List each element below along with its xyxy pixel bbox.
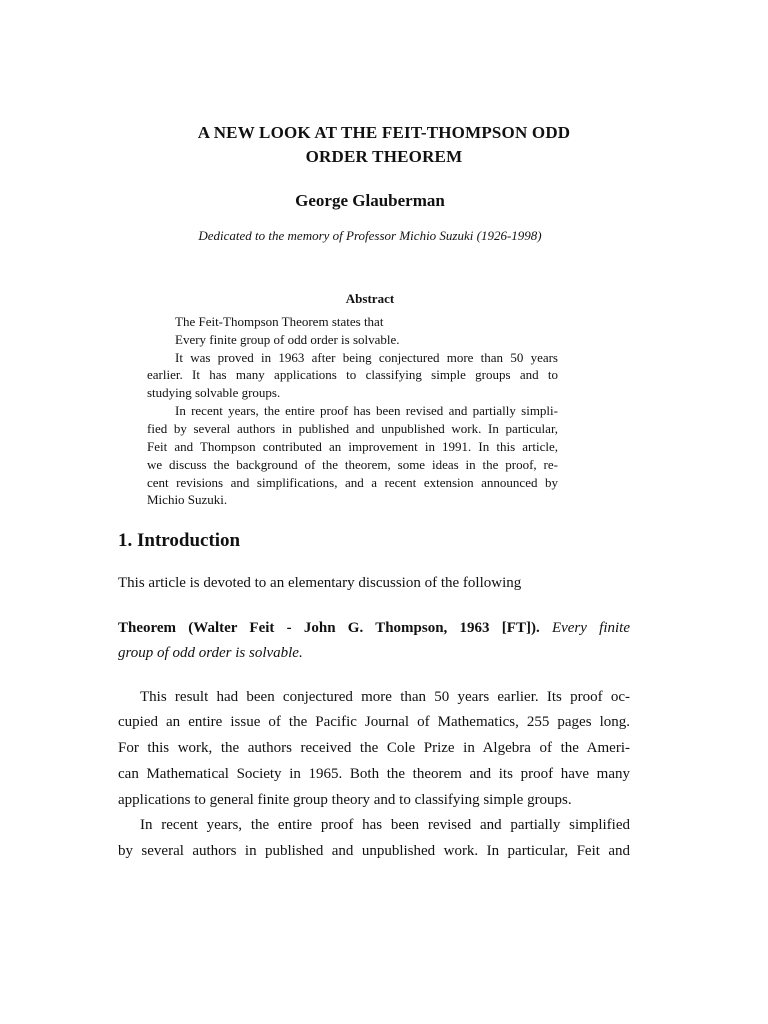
body-line: For this work, the authors received the Cole Prize in Algebra of the Ameri- [118,740,630,756]
theorem-line-1 [118,618,630,638]
paper-title-line-1: A NEW LOOK AT THE FEIT-THOMPSON ODD [197,123,571,142]
abstract-line: Michio Suzuki. [147,492,228,507]
body-line: cupied an entire issue of the Pacific Journal of Mathematics, 255 pages long. [118,714,630,730]
abstract-line: cent revisions and simplifications, and a recent extension announced by [147,475,558,490]
abstract-line: In recent years, the entire proof has been revised and partially simpli- [175,403,558,418]
abstract-line: Feit and Thompson contributed an improvement in 1991. In this article, [147,439,558,454]
theorem-statement-continued: group of odd order is solvable. [118,645,303,661]
body-line: can Mathematical Society in 1965. Both the theorem and its proof have many [118,766,630,782]
dedication: Dedicated to the memory of Professor Michio Suzuki (1926-1998) [198,228,542,243]
body-line: This result had been conjectured more than 50 years earlier. Its proof oc- [140,689,630,705]
theorem-statement: Every finite [551,620,630,636]
body-line: by several authors in published and unpublished work. In particular, Feit and [118,843,630,859]
section-heading: 1. Introduction [118,530,241,551]
body-line: In recent years, the entire proof has been revised and partially simplified [140,817,630,833]
abstract-line: earlier. It has many applications to classifying simple groups and to [147,367,558,382]
abstract-line: fied by several authors in published and unpublished work. In particular, [147,421,558,436]
intro-sentence: This article is devoted to an elementary discussion of the following [118,575,522,591]
abstract-line: Every finite group of odd order is solvable. [175,332,400,347]
author-name: George Glauberman [295,191,445,210]
abstract-line: studying solvable groups. [147,385,281,400]
abstract-heading: Abstract [345,291,395,306]
body-line: applications to general finite group theory and to classifying simple groups. [118,792,572,808]
paper-title-line-2: ORDER THEOREM [305,147,463,166]
abstract-line: The Feit-Thompson Theorem states that [175,314,384,329]
theorem-label: Theorem (Walter Feit - John G. Thompson, 1963 [FT]). [118,620,540,636]
abstract-line: we discuss the background of the theorem, some ideas in the proof, re- [147,457,558,472]
abstract-line: It was proved in 1963 after being conjectured more than 50 years [175,350,558,365]
